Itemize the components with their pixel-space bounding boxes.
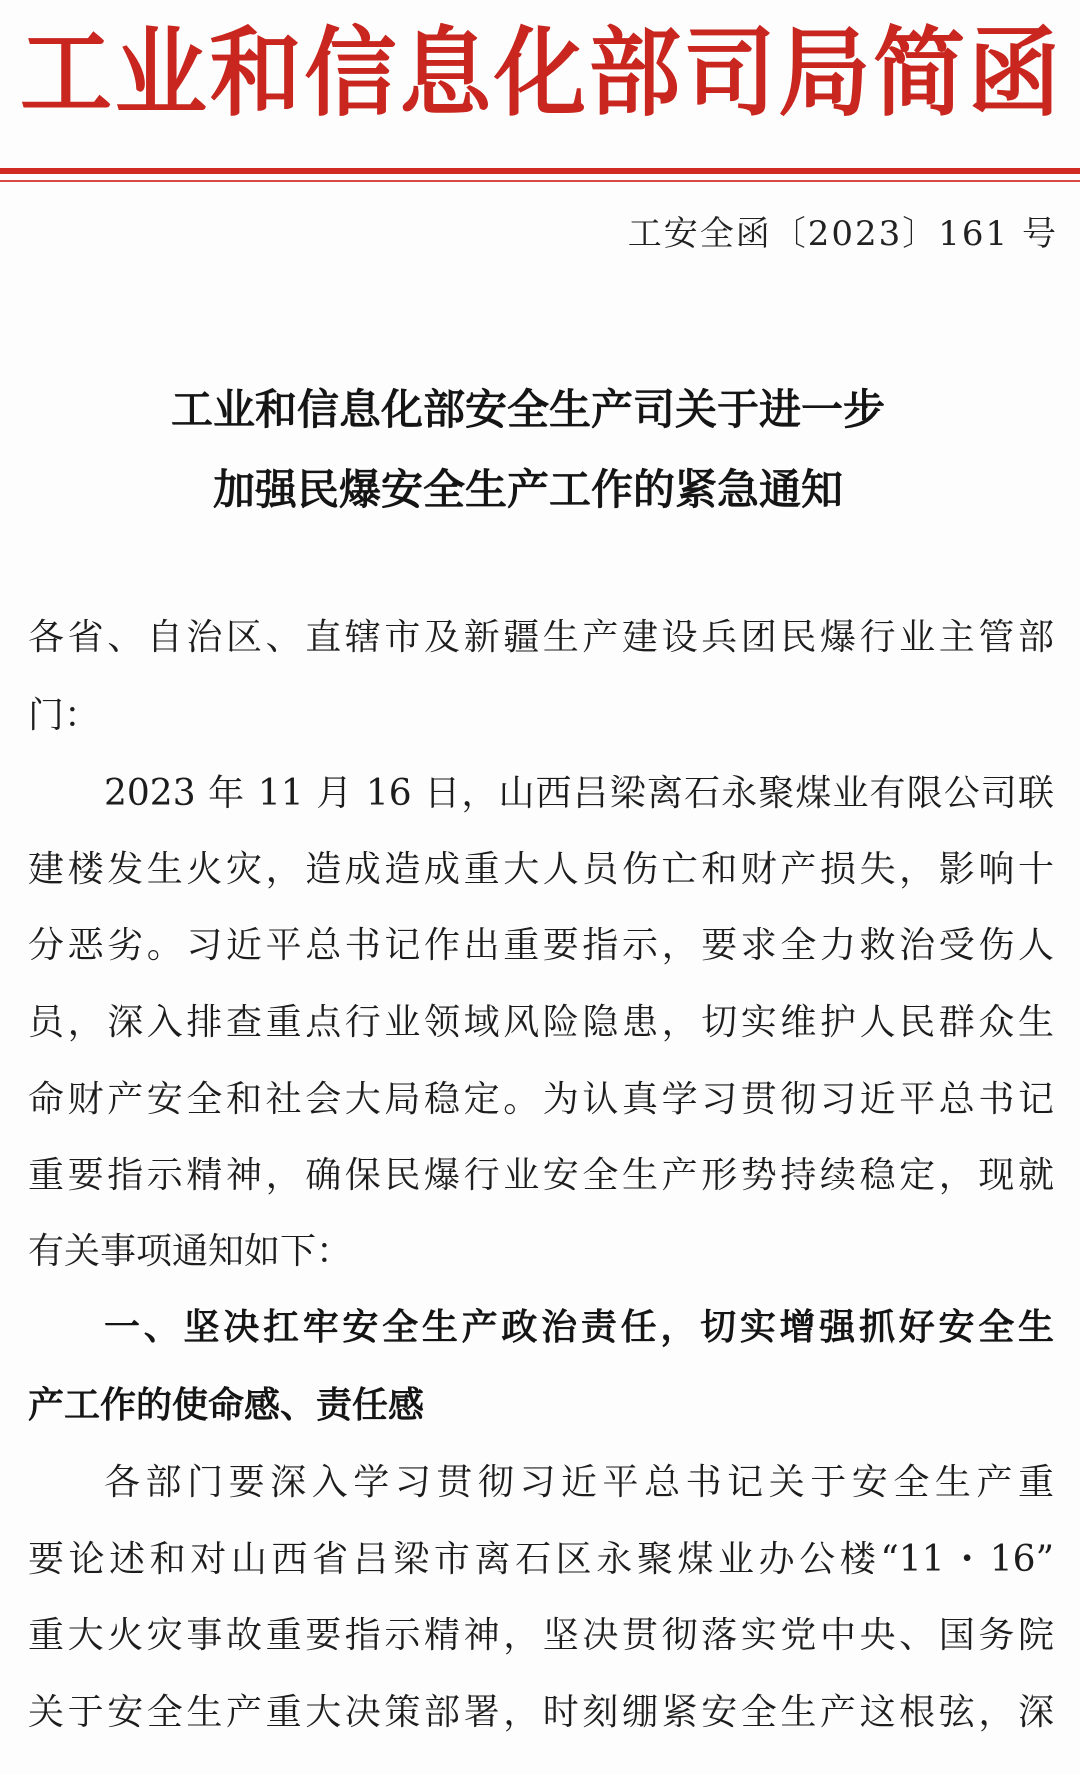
section-heading-1-end: 产工作的使命感、责任感 [28, 1385, 425, 1426]
letterhead-char: 工 [20, 16, 113, 130]
body-line: 命财产安全和社会大局稳定。为认真学习贯彻习近平总书记 [28, 1079, 1054, 1120]
body-line: 有关事项通知如下： [28, 1231, 353, 1272]
letterhead-char: 信 [304, 16, 397, 130]
letterhead-char: 函 [967, 16, 1060, 130]
body-line: 重大火灾事故重要指示精神，坚决贯彻落实党中央、国务院 [28, 1615, 1054, 1656]
document-number: 工安全函〔2023〕161 号 [627, 214, 1058, 254]
body-line: 关于安全生产重大决策部署，时刻绷紧安全生产这根弦，深 [28, 1692, 1054, 1733]
body-line-addressee: 各省、自治区、直辖市及新疆生产建设兵团民爆行业主管部 [28, 617, 1054, 658]
letterhead-title [20, 18, 1060, 128]
body-line-addressee-end: 门： [28, 695, 101, 736]
section-heading-1: 一、坚决扛牢安全生产政治责任，切实增强抓好安全生 [104, 1307, 1054, 1348]
body-line: 建楼发生火灾，造成造成重大人员伤亡和财产损失，影响十 [28, 849, 1054, 890]
letterhead-rule-thick [0, 168, 1080, 174]
body-line: 2023 年 11 月 16 日，山西吕梁离石永聚煤业有限公司联 [104, 773, 1054, 814]
letterhead-char: 业 [114, 16, 207, 130]
body-line: 要论述和对山西省吕梁市离石区永聚煤业办公楼“11・16” [28, 1539, 1054, 1580]
body-line: 分恶劣。习近平总书记作出重要指示，要求全力救治受伤人 [28, 925, 1054, 966]
letterhead-char: 息 [399, 16, 492, 130]
document-title-line-1: 工业和信息化部安全生产司关于进一步 [170, 385, 885, 434]
letterhead-char: 司 [683, 16, 776, 130]
body-line: 重要指示精神，确保民爆行业安全生产形势持续稳定，现就 [28, 1155, 1054, 1196]
letterhead-rule-thin [0, 180, 1080, 182]
letterhead-char: 化 [493, 16, 586, 130]
letterhead-char: 部 [588, 16, 681, 130]
letterhead-char: 简 [873, 16, 966, 130]
letterhead-char: 和 [209, 16, 302, 130]
letterhead-char: 局 [778, 16, 871, 130]
body-line: 员，深入排查重点行业领域风险隐患，切实维护人民群众生 [28, 1002, 1054, 1043]
body-line: 各部门要深入学习贯彻习近平总书记关于安全生产重 [104, 1462, 1054, 1503]
document-title-line-2: 加强民爆安全生产工作的紧急通知 [212, 465, 843, 514]
